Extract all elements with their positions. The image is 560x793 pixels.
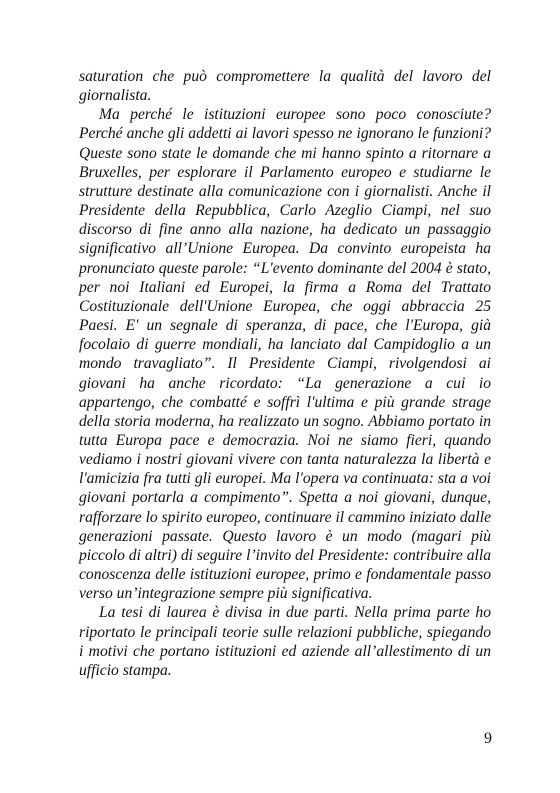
paragraph-european-institutions: Ma perché le istituzioni europee sono poco conosciute? Perché anche gli addetti ai lavori spesso ne ignorano le funzioni? Queste sono state le domande che mi hanno spinto a ritornare a Bruxelles, per esplorare il Parlamento europeo e studiarne le strutture destinate alla comunicazione con i giornalisti. Anche il Presidente della Repubblica, Carlo Azeglio Ciampi, nel suo discorso di fine anno alla nazione, ha dedicato un passaggio significativo all’Unione Europea. Da convinto europeista ha pronunciato queste parole: “L'evento dominante del 2004 è stato, per noi Italiani ed Europei, la firma a Roma del Trattato Costituzionale dell'Unione Europea, che oggi abbraccia 25 Paesi. E' un segnale di speranza, di pace, che l'Europa, già focolaio di guerre mondiali, ha lanciato dal Campidoglio a un mondo travagliato”. Il Presidente Ciampi, rivolgendosi ai giovani ha anche ricordato: “La generazione a cui io appartengo, che combatté e soffrì l'ultima e più grande strage della storia moderna, ha realizzato un sogno. Abbiamo portato in tutta Europa pace e democrazia. Noi ne siamo fieri, quando vediamo i nostri giovani vivere con tanta naturalezza la libertà e l'amicizia fra tutti gli europei. Ma l'opera va continuata: sta a voi giovani portarla a compimento”. Spetta a noi giovani, dunque, rafforzare lo spirito europeo, continuare il cammino iniziato dalle generazioni passate. Questo lavoro è un modo (magari più piccolo di altri) di seguire l’invito del Presidente: contribuire alla conoscenza delle istituzioni europee, primo e fondamentale passo verso un’integrazione sempre più significativa. xyxy=(79,106,491,603)
body-text xyxy=(79,67,491,680)
page-number: 9 xyxy=(484,730,492,747)
paragraph-thesis-structure: La tesi di laurea è divisa in due parti. Nella prima parte ho riportato le principali teorie sulle relazioni pubbliche, spiegando i motivi che portano istituzioni ed aziende all’allestimento di un ufficio stampa. xyxy=(79,604,491,679)
paragraph-continuation: saturation che può compromettere la qualità del lavoro del giornalista. xyxy=(79,68,491,105)
